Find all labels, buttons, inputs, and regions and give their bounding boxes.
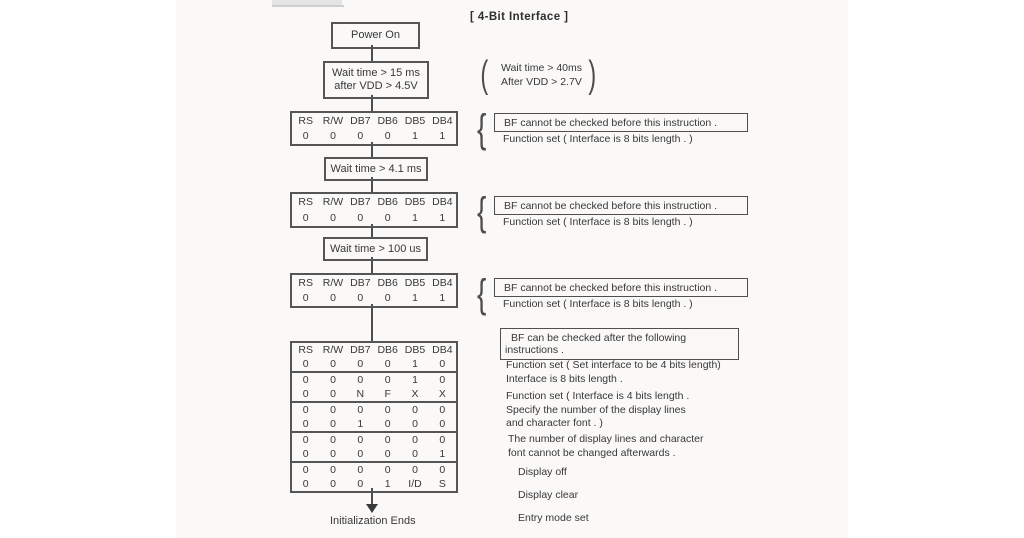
bit-cell: DB6 [377, 344, 398, 356]
fs-4bit-spec-line3: and character font . ) [506, 417, 603, 429]
bf-can-note-line1: BF can be checked after the following [511, 332, 687, 344]
bf-cannot-note-box-1 [494, 113, 748, 132]
bit-cell: DB4 [432, 344, 453, 356]
wait-15ms-line1: Wait time > 15 ms [332, 67, 420, 79]
wait-15ms-line2: after VDD > 4.5V [334, 80, 418, 92]
scan-artifact [272, 5, 344, 7]
bit-cell: 0 [357, 374, 364, 386]
bit-cell: 1 [412, 358, 418, 370]
bit-cell: 0 [357, 448, 364, 460]
bit-cell: 0 [330, 130, 336, 143]
bf-cannot-note-1: BF cannot be checked before this instruction . [504, 116, 718, 129]
bit-value-row [292, 463, 456, 477]
bit-cell: 1 [439, 448, 446, 460]
bit-cell: RS [298, 114, 313, 127]
bit-cell: 1 [439, 212, 446, 224]
step-table-3 [290, 273, 458, 308]
brace-icon: { [477, 272, 487, 316]
bit-cell: 0 [330, 292, 336, 305]
bit-cell: 0 [384, 404, 391, 416]
bit-cell: S [438, 478, 446, 490]
fs-4bit-spec-note [506, 390, 689, 431]
bit-cell: 0 [357, 212, 364, 224]
bit-cell: 0 [412, 404, 418, 416]
bit-cell: 0 [302, 374, 309, 386]
bit-cell: 0 [330, 434, 336, 446]
wait-4-1ms-box [324, 157, 428, 181]
bit-cell: DB4 [432, 196, 453, 208]
bit-cell: 1 [439, 130, 446, 143]
bit-cell: 0 [330, 478, 336, 490]
table-section-function-set-lines-font [292, 371, 456, 401]
table-section-function-set-4bit [292, 343, 456, 371]
bit-cell: 1 [384, 478, 391, 490]
paren-open-icon: ( [480, 54, 489, 96]
bf-can-note-box [500, 328, 739, 360]
bit-value-row [292, 373, 456, 387]
bit-cell: 1 [412, 292, 418, 305]
bit-cell: 0 [384, 292, 391, 305]
wait-100us-label: Wait time > 100 us [330, 242, 421, 255]
bit-cell: R/W [322, 114, 344, 127]
bit-cell: DB5 [404, 196, 426, 208]
bit-value-row [292, 417, 456, 431]
bit-header-row [292, 343, 456, 357]
bit-cell: 0 [357, 358, 364, 370]
table-section-display-clear [292, 431, 456, 461]
bit-cell: RS [298, 196, 313, 208]
bf-cannot-note-3: BF cannot be checked before this instruction . [504, 281, 718, 294]
bit-cell: 0 [302, 448, 309, 460]
bit-cell: 0 [384, 418, 391, 430]
flow-connector [371, 304, 373, 341]
bit-cell: 0 [412, 418, 418, 430]
bit-header-row [292, 275, 456, 291]
wait-note-line2: After VDD > 2.7V [501, 76, 582, 88]
bit-cell: 0 [330, 464, 336, 476]
bf-cannot-note-box-2 [494, 196, 748, 215]
bit-cell: 0 [439, 404, 446, 416]
bit-cell: 0 [330, 212, 336, 224]
bit-cell: 0 [439, 418, 446, 430]
bit-cell: 0 [439, 374, 446, 386]
bit-cell: DB6 [377, 114, 398, 127]
bit-cell: DB7 [350, 344, 371, 356]
bit-cell: 0 [384, 374, 391, 386]
bit-cell: 0 [384, 434, 391, 446]
table-section-entry-mode [292, 461, 456, 491]
power-on-label: Power On [351, 29, 400, 41]
bit-cell: 0 [302, 464, 309, 476]
bit-cell: DB6 [377, 196, 398, 208]
bit-header-row [292, 113, 456, 129]
bit-cell: 1 [439, 292, 446, 305]
lines-font-note [508, 433, 704, 460]
brace-icon: { [477, 107, 487, 151]
bit-cell: 0 [357, 130, 364, 143]
table-section-display-off [292, 401, 456, 431]
bit-cell: R/W [322, 344, 344, 356]
bit-cell: R/W [322, 196, 344, 208]
bit-cell: 1 [412, 212, 418, 224]
initialization-ends-label: Initialization Ends [330, 515, 416, 527]
fs-set-4bit-line1: Function set ( Set interface to be 4 bits length) [506, 359, 721, 371]
bit-cell: I/D [408, 478, 422, 490]
bit-cell: 0 [302, 292, 309, 305]
bit-cell: 0 [330, 418, 336, 430]
function-set-note-1: Function set ( Interface is 8 bits length . ) [503, 133, 693, 145]
bit-cell: DB6 [377, 276, 398, 289]
bf-cannot-note-box-3 [494, 278, 748, 297]
brace-icon: { [477, 190, 487, 234]
bit-cell: F [384, 388, 391, 400]
bit-cell: RS [298, 276, 313, 289]
paren-close-icon: ) [588, 54, 597, 96]
bit-cell: 0 [302, 358, 309, 370]
wait-15ms-box [323, 61, 429, 99]
bit-cell: DB7 [350, 276, 371, 289]
bit-cell: 0 [302, 418, 309, 430]
bit-cell: DB5 [404, 276, 426, 289]
bf-can-note-line2: instructions . [505, 344, 564, 356]
bit-cell: 0 [330, 374, 336, 386]
function-set-note-3: Function set ( Interface is 8 bits length . ) [503, 298, 693, 310]
bit-cell: 0 [412, 464, 418, 476]
bit-cell: 0 [439, 464, 446, 476]
wait-4-1ms-label: Wait time > 4.1 ms [330, 162, 422, 175]
function-set-note-2: Function set ( Interface is 8 bits length . ) [503, 216, 693, 228]
bit-cell: 0 [357, 404, 364, 416]
bit-header-row [292, 194, 456, 210]
bit-cell: 0 [357, 478, 364, 490]
bit-cell: 0 [357, 464, 364, 476]
bit-cell: 0 [357, 292, 364, 305]
power-on-box [331, 22, 420, 49]
display-clear-label: Display clear [518, 489, 579, 501]
bit-cell: 0 [384, 464, 391, 476]
bit-cell: DB5 [404, 114, 426, 127]
bit-cell: 0 [439, 434, 446, 446]
bit-value-row [292, 447, 456, 461]
wait-note-line1: Wait time > 40ms [501, 62, 583, 74]
bit-cell: DB4 [432, 276, 453, 289]
lines-font-note-line1: The number of display lines and character [508, 433, 704, 445]
bit-value-row [292, 433, 456, 447]
fs-4bit-spec-line1: Function set ( Interface is 4 bits length . [506, 390, 690, 402]
bit-cell: DB7 [350, 114, 371, 127]
bit-cell: 1 [412, 130, 418, 143]
arrow-down-icon [366, 504, 378, 513]
bit-cell: RS [298, 344, 313, 356]
bit-cell: 0 [384, 358, 391, 370]
bit-cell: 0 [384, 130, 391, 143]
bit-cell: 0 [330, 388, 336, 400]
step-table-1 [290, 111, 458, 146]
bit-cell: DB7 [350, 196, 371, 208]
bit-cell: 0 [384, 212, 391, 224]
lines-font-note-line2: font cannot be changed afterwards . [508, 446, 676, 459]
page-title: [ 4-Bit Interface ] [470, 11, 569, 23]
bit-value-row [292, 129, 456, 145]
bit-cell: 0 [439, 358, 446, 370]
bit-cell: 0 [302, 388, 309, 400]
bit-value-row [292, 291, 456, 307]
bit-cell: DB5 [404, 344, 426, 356]
bit-cell: 0 [412, 448, 418, 460]
fs-set-4bit-note [506, 359, 721, 386]
bit-cell: 0 [357, 434, 364, 446]
bit-cell: N [356, 388, 365, 400]
fs-set-4bit-line2: Interface is 8 bits length . [506, 372, 623, 385]
bit-cell: 0 [302, 434, 309, 446]
bit-cell: 1 [412, 374, 418, 386]
bit-cell: 0 [330, 448, 336, 460]
bit-cell: 0 [302, 212, 309, 224]
bit-cell: DB4 [432, 114, 453, 127]
fs-4bit-spec-line2: Specify the number of the display lines [506, 403, 686, 416]
bit-cell: X [411, 388, 419, 400]
bit-cell: 1 [357, 418, 364, 430]
wait-100us-box [323, 237, 428, 261]
bit-value-row [292, 210, 456, 226]
bit-cell: 0 [302, 404, 309, 416]
bit-value-row [292, 477, 456, 491]
bf-cannot-note-2: BF cannot be checked before this instruction . [504, 199, 718, 212]
bit-cell: 0 [412, 434, 418, 446]
bit-value-row [292, 387, 456, 401]
step-table-2 [290, 192, 458, 228]
bit-value-row [292, 357, 456, 371]
bit-cell: R/W [322, 276, 344, 289]
bit-cell: 0 [302, 130, 309, 143]
bit-cell: 0 [384, 448, 391, 460]
final-command-table [290, 341, 458, 493]
bit-value-row [292, 403, 456, 417]
bit-cell: 0 [302, 478, 309, 490]
display-off-label: Display off [518, 466, 567, 478]
bit-cell: 0 [330, 404, 336, 416]
bit-cell: X [438, 388, 446, 400]
entry-mode-set-label: Entry mode set [518, 512, 589, 524]
flow-connector [371, 45, 373, 61]
bit-cell: 0 [330, 358, 336, 370]
